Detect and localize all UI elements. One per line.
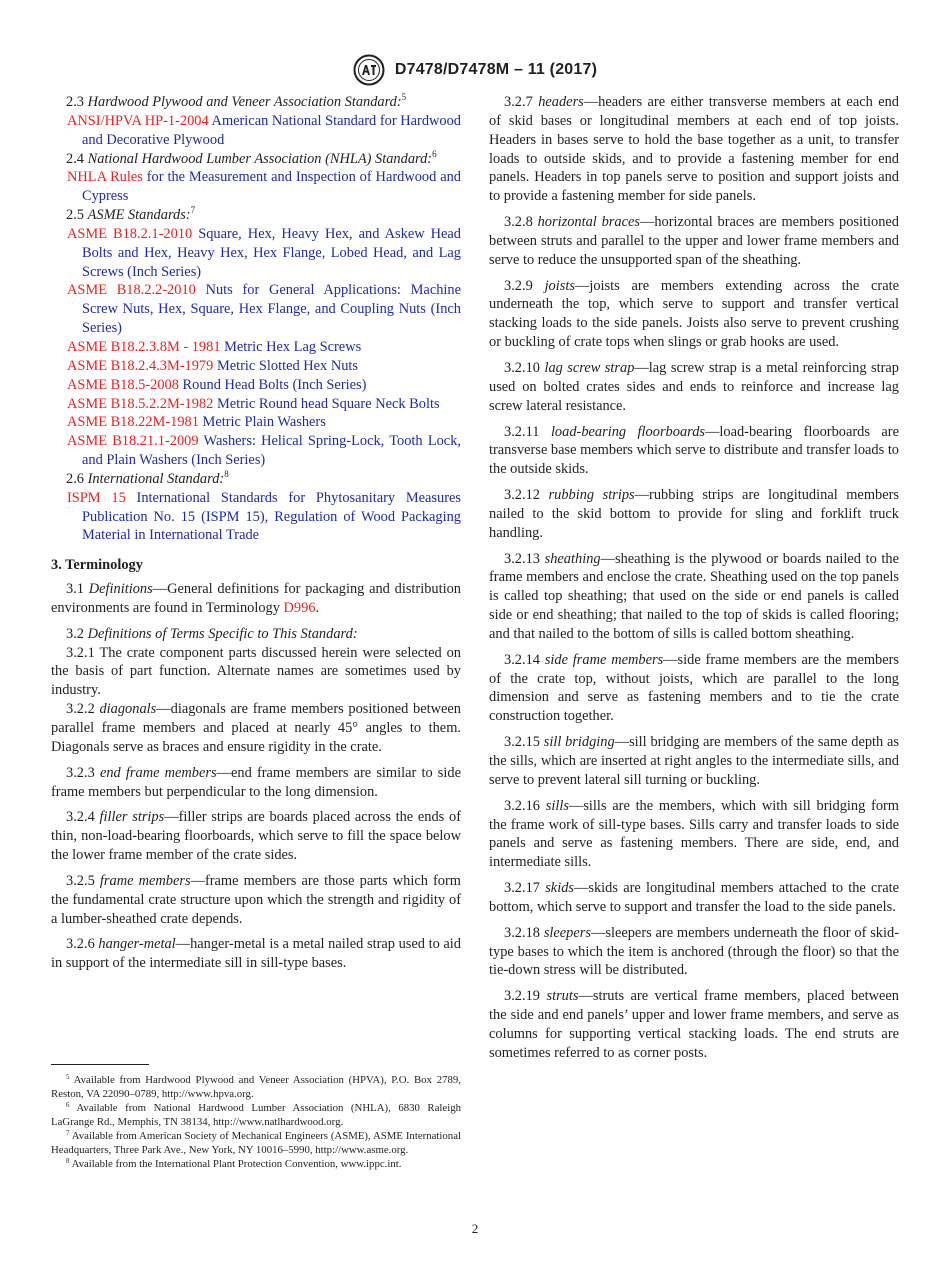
- ref-ispm[interactable]: ISPM 15 International Standards for Phytosanitary Measures Publication No. 15 (ISPM 15), Regulation of Wood Packaging Material in International Trade: [67, 489, 461, 544]
- definition: 3.2.12 rubbing strips—rubbing strips are longitudinal members nailed to the skid bottom to provide for sling and forklift truck handling.: [489, 487, 899, 541]
- document-designation: D7478/D7478M – 11 (2017): [394, 61, 598, 78]
- definition: 3.2.3 end frame members—end frame members are similar to side frame members but perpendicular to the long dimension.: [51, 764, 461, 800]
- term-3-2-1: 3.2.1 The crate component parts discussed herein were selected on the basis of part function. Alternate names are sometimes used by industry.: [51, 644, 462, 699]
- footnote: $^8$ Available from the International Plant Protection Convention, www.ippc.int.: [66, 1157, 402, 1170]
- page-header: [0, 55, 950, 85]
- section-heading-terminology: 3. Terminology: [51, 557, 143, 574]
- ref-asme[interactable]: ASME B18.2.4.3M-1979 Metric Slotted Hex Nuts: [67, 357, 359, 374]
- ref-asme[interactable]: ASME B18.5.2.2M-1982 Metric Round head Square Neck Bolts: [67, 395, 440, 412]
- ref-nhla[interactable]: NHLA Rules for the Measurement and Inspection of Hardwood and Cypress: [67, 169, 461, 205]
- definition: 3.2.17 skids—skids are longitudinal members attached to the crate bottom, which serve to support and transfer the load to the side panels.: [489, 880, 899, 915]
- ref-asme[interactable]: ASME B18.21.1-2009 Washers: Helical Spring-Lock, Tooth Lock, and Plain Washers (Inch Series): [67, 433, 461, 469]
- definition: 3.2.18 sleepers—sleepers are members underneath the floor of skid-type bases to which the item is anchored (through the floor) so that the tie-down stress will be distributed.: [489, 924, 899, 979]
- ref-asme[interactable]: ASME B18.2.1-2010 Square, Hex, Heavy Hex, and Askew Head Bolts and Hex, Heavy Hex, Hex Flange, Lobed Head, and Lag Screws (Inch Series): [67, 225, 461, 280]
- definition: 3.2.9 joists—joists are members extending across the crate underneath the top, which serve to support and transfer vertical stacking loads to the side panels. Joists also serve to prevent crushing or buckling of crate tops when slings or grab hooks are used.: [489, 277, 899, 351]
- definition: 3.2.10 lag screw strap—lag screw strap is a metal reinforcing strap used on bolted crates sides and ends to reinforce and increase lag screw lateral resistance.: [489, 359, 899, 414]
- section-2-6: 2.6 International Standard:$^8$: [66, 468, 229, 487]
- footnote: $^6$ Available from National Hardwood Lumber Association (NHLA), 6830 Raleigh LaGrange Rd., Memphis, TN 38134, http://www.natlhardwood.org.: [51, 1101, 461, 1128]
- footnote: $^5$ Available from Hardwood Plywood and Veneer Association (HPVA), P.O. Box 2789, Reston, VA 22090–0789, http://www.hpva.org.: [51, 1073, 461, 1100]
- right-column: [489, 93, 899, 1063]
- left-column: [51, 93, 461, 973]
- definition: 3.2.6 hanger-metal—hanger-metal is a metal nailed strap used to aid in support of the intermediate sill in sill-type bases.: [51, 936, 461, 972]
- footnote-divider: [51, 1064, 149, 1065]
- ref-asme[interactable]: ASME B18.2.2-2010 Nuts for General Applications: Machine Screw Nuts, Hex, Square, Hex Flange, and Coupling Nuts (Inch Series): [67, 282, 461, 337]
- definition: 3.2.4 filler strips—filler strips are boards placed across the ends of thin, non-load-bearing floorboards, which serve to fill the space below the lower frame member of the crate sides.: [51, 809, 461, 864]
- term-3-2: 3.2 Definitions of Terms Specific to This Standard:: [66, 625, 358, 642]
- definition: 3.2.8 horizontal braces—horizontal braces are members positioned between struts and parallel to the upper and lower frame members and serve to reduce the unsupported span of the sheathing.: [489, 214, 899, 268]
- term-3-1: 3.1 Definitions—General definitions for packaging and distribution environments are found in Terminology D996.: [51, 581, 461, 616]
- link-d996[interactable]: D996: [283, 599, 316, 616]
- page-number: 2: [471, 1221, 479, 1236]
- definition: 3.2.2 diagonals—diagonals are frame members positioned between parallel frame members and placed at nearly 45° angles to them. Diagonals serve as braces and ensure rigidity in the crate.: [51, 701, 461, 755]
- definition: 3.2.7 headers—headers are either transverse members at each end of skid bases or longitudinal members at each end of top joists. Headers in bases serve to hold the base together as a unit, to transfer loads to outside skids, and to provide a fastening member for end panels. Headers in top panels serve to position and support joists and to provide a fastening member for side panels.: [489, 94, 899, 205]
- definition: 3.2.19 struts—struts are vertical frame members, placed between the side and end panels’ upper and lower frame members, and serve as columns for supporting vertical stacking loads. The end struts are sometimes referred to as corner posts.: [489, 988, 899, 1061]
- definition: 3.2.16 sills—sills are the members, which with sill bridging form the frame work of sill-type bases. Sills carry and transfer loads to side panels and serve as fastening members. There are side, end, and intermediate sills.: [489, 797, 899, 871]
- astm-logo-icon: [353, 54, 385, 86]
- ref-asme[interactable]: ASME B18.22M-1981 Metric Plain Washers: [67, 414, 326, 431]
- section-2-4: 2.4 National Hardwood Lumber Association (NHLA) Standard:$^6$: [66, 148, 437, 167]
- definition: 3.2.14 side frame members—side frame members are the members of the crate top, without joists, which are parallel to the long dimension and serve as fastening members and to tie the crate construction together.: [489, 651, 899, 725]
- ref-asme[interactable]: ASME B18.5-2008 Round Head Bolts (Inch Series): [67, 376, 367, 393]
- section-2-3: 2.3 Hardwood Plywood and Veneer Association Standard:$^5$: [66, 92, 407, 110]
- definition: 3.2.15 sill bridging—sill bridging are members of the same depth as the sills, which are inserted at right angles to the intermediate sills, and serve to prevent lateral sill turning or buckling.: [489, 734, 899, 788]
- footnotes: [51, 1073, 461, 1171]
- definition: 3.2.11 load-bearing floorboards—load-bearing floorboards are transverse base members which serve to distribute and transfer loads to the outside skids.: [489, 423, 900, 478]
- section-2-5: 2.5 ASME Standards:$^7$: [66, 205, 196, 224]
- definition: 3.2.13 sheathing—sheathing is the plywood or boards nailed to the frame members and enclose the crate. Sheathing used on the top panels is called top sheathing; that used on the side or end panels is called side or end sheathing; that nailed to the top of skids is called flooring; and that nailed to the bottom of sills is called bottom sheathing.: [489, 550, 899, 642]
- footnote: $^7$ Available from American Society of Mechanical Engineers (ASME), ASME International Headquarters, Three Park Ave., New York, NY 10016–5990, http://www.asme.org.: [51, 1129, 461, 1156]
- ref-hpva[interactable]: ANSI/HPVA HP-1-2004 American National Standard for Hardwood and Decorative Plywood: [67, 112, 462, 148]
- definition: 3.2.5 frame members—frame members are those parts which form the fundamental crate structure upon which the strength and rigidity of a lumber-sheathed crate depends.: [51, 872, 461, 927]
- ref-asme[interactable]: ASME B18.2.3.8M - 1981 Metric Hex Lag Screws: [67, 338, 362, 355]
